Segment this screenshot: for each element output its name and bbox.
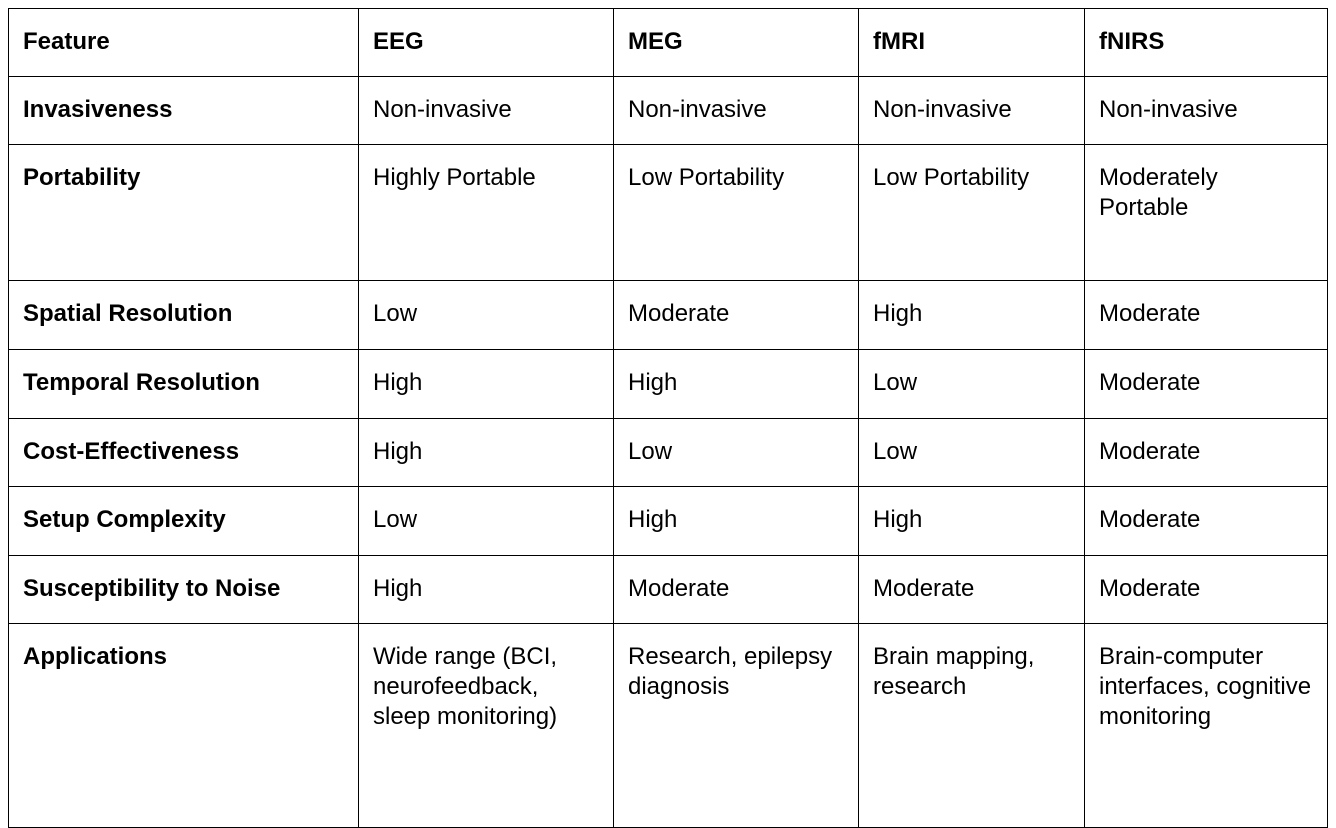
table-cell: High: [359, 350, 614, 419]
table-cell: Low Portability: [614, 145, 859, 281]
header-fnirs: fNIRS: [1085, 9, 1328, 77]
table-cell: Wide range (BCI, neurofeedback, sleep monitoring): [359, 624, 614, 828]
row-label: Susceptibility to Noise: [9, 556, 359, 624]
table-cell: Non-invasive: [614, 77, 859, 145]
table-cell: Non-invasive: [859, 77, 1085, 145]
row-label: Invasiveness: [9, 77, 359, 145]
row-label: Applications: [9, 624, 359, 828]
table-row: [9, 77, 1328, 145]
table-cell: Moderately Portable: [1085, 145, 1328, 281]
table-cell: Low: [859, 419, 1085, 487]
table-cell: High: [859, 281, 1085, 350]
comparison-table: [8, 8, 1328, 828]
table-cell: Brain-computer interfaces, cognitive monitoring: [1085, 624, 1328, 828]
table-cell: Moderate: [1085, 556, 1328, 624]
table-cell: Low: [359, 487, 614, 556]
row-label: Spatial Resolution: [9, 281, 359, 350]
table-cell: Research, epilepsy diagnosis: [614, 624, 859, 828]
table-cell: High: [614, 487, 859, 556]
table-cell: Moderate: [1085, 350, 1328, 419]
table-cell: Highly Portable: [359, 145, 614, 281]
table-cell: Moderate: [859, 556, 1085, 624]
table-cell: High: [359, 419, 614, 487]
table-row: [9, 487, 1328, 556]
header-eeg: EEG: [359, 9, 614, 77]
table-cell: Low Portability: [859, 145, 1085, 281]
table-cell: High: [614, 350, 859, 419]
header-meg: MEG: [614, 9, 859, 77]
table-row: [9, 281, 1328, 350]
table-cell: Moderate: [614, 556, 859, 624]
row-label: Portability: [9, 145, 359, 281]
table-cell: High: [859, 487, 1085, 556]
row-label: Temporal Resolution: [9, 350, 359, 419]
row-label: Cost-Effectiveness: [9, 419, 359, 487]
table-container: [8, 8, 1328, 828]
table-cell: High: [359, 556, 614, 624]
table-cell: Low: [359, 281, 614, 350]
table-row: [9, 556, 1328, 624]
table-cell: Non-invasive: [1085, 77, 1328, 145]
table-cell: Non-invasive: [359, 77, 614, 145]
table-row: [9, 624, 1328, 828]
header-feature: Feature: [9, 9, 359, 77]
table-cell: Low: [614, 419, 859, 487]
table-row: [9, 350, 1328, 419]
table-row: [9, 419, 1328, 487]
table-cell: Moderate: [614, 281, 859, 350]
table-cell: Brain mapping, research: [859, 624, 1085, 828]
table-cell: Moderate: [1085, 281, 1328, 350]
header-fmri: fMRI: [859, 9, 1085, 77]
table-cell: Moderate: [1085, 487, 1328, 556]
row-label: Setup Complexity: [9, 487, 359, 556]
header-row: [9, 9, 1328, 77]
table-cell: Moderate: [1085, 419, 1328, 487]
table-row: [9, 145, 1328, 281]
table-cell: Low: [859, 350, 1085, 419]
